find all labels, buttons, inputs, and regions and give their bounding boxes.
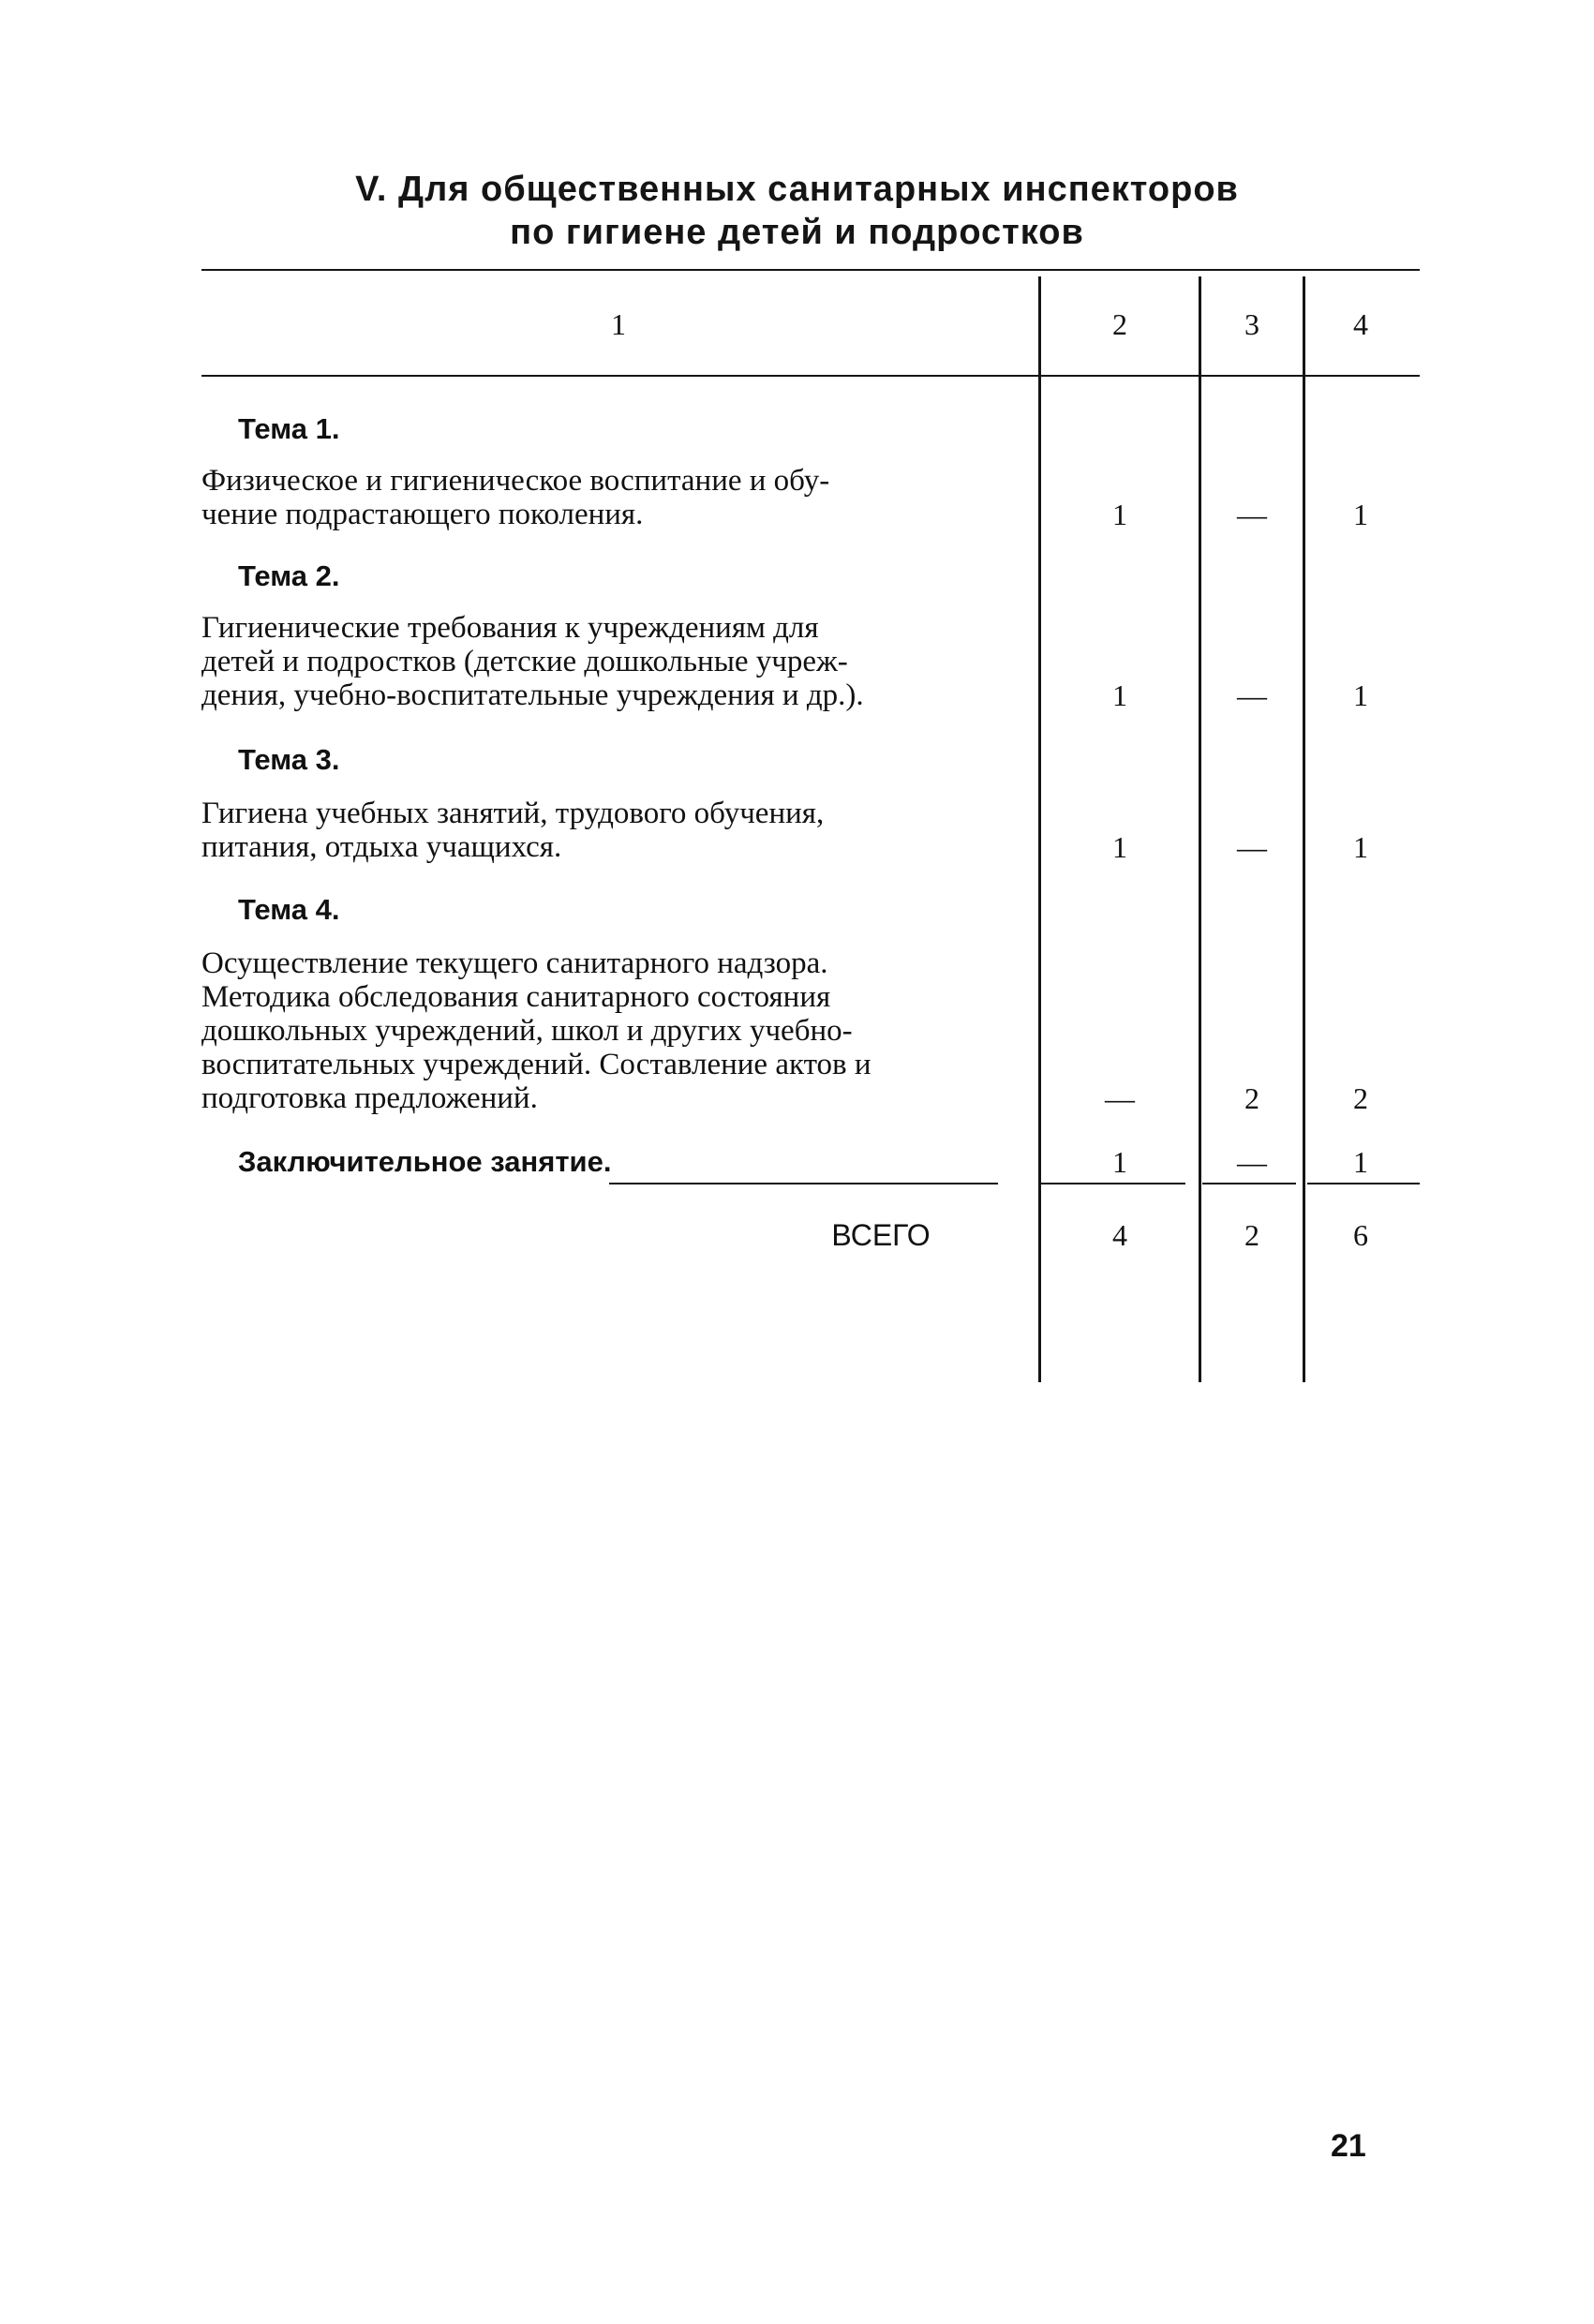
topic-4-label: Тема 4.	[238, 893, 340, 926]
section-title: V. Для общественных санитарных инспекторов	[355, 170, 1239, 209]
concluding-col3: —	[1237, 1145, 1267, 1179]
topic-1-col2: 1	[1112, 498, 1127, 531]
topic-4-description	[201, 946, 1007, 1115]
description-line: чение подрастающего поколения.	[201, 498, 644, 531]
total-label: ВСЕГО	[831, 1218, 931, 1252]
topic-4-col4: 2	[1353, 1081, 1368, 1115]
concluding-col2: 1	[1112, 1145, 1127, 1179]
description-line: подготовка предложений.	[201, 1081, 538, 1115]
column-divider-3	[1303, 276, 1305, 1382]
total-rule-3	[1202, 1183, 1296, 1184]
topic-1-description	[201, 464, 1007, 531]
topic-4-col3: 2	[1244, 1081, 1259, 1115]
description-line: Методика обследования санитарного состояния	[201, 980, 831, 1014]
table-header-rule	[201, 375, 1420, 377]
column-divider-1	[1038, 276, 1041, 1382]
description-line: питания, отдыха учащихся.	[201, 830, 562, 864]
topic-4-col2: —	[1105, 1081, 1135, 1115]
section-subtitle: по гигиене детей и подростков	[510, 213, 1084, 252]
description-line: Осуществление текущего санитарного надзора.	[201, 946, 828, 980]
column-header-2: 2	[1112, 307, 1127, 341]
column-header-3: 3	[1244, 307, 1259, 341]
total-col3: 2	[1244, 1218, 1259, 1252]
total-rule-1	[609, 1183, 998, 1184]
topic-1-col3: —	[1237, 498, 1267, 531]
table-top-rule	[201, 269, 1420, 271]
total-col2: 4	[1112, 1218, 1127, 1252]
total-rule-2	[1040, 1183, 1185, 1184]
total-rule-4	[1307, 1183, 1420, 1184]
column-header-1: 1	[611, 307, 626, 341]
topic-2-col3: —	[1237, 678, 1267, 712]
topic-3-col4: 1	[1353, 830, 1368, 864]
concluding-col4: 1	[1353, 1145, 1368, 1179]
description-line: дошкольных учреждений, школ и других учебно-	[201, 1014, 853, 1048]
topic-3-col2: 1	[1112, 830, 1127, 864]
description-line: дения, учебно-воспитательные учреждения и др.).	[201, 678, 864, 712]
column-divider-2	[1199, 276, 1201, 1382]
column-header-4: 4	[1353, 307, 1368, 341]
topic-2-description	[201, 611, 1007, 712]
description-line: воспитательных учреждений. Составление актов и	[201, 1048, 871, 1081]
concluding-session-label: Заключительное занятие.	[238, 1145, 612, 1178]
description-line: детей и подростков (детские дошкольные учреж-	[201, 645, 848, 678]
page-number: 21	[1331, 2128, 1366, 2164]
topic-2-label: Тема 2.	[238, 559, 340, 592]
description-line: Гигиена учебных занятий, трудового обучения,	[201, 797, 825, 830]
total-col4: 6	[1353, 1218, 1368, 1252]
topic-1-col4: 1	[1353, 498, 1368, 531]
description-line: Гигиенические требования к учреждениям для	[201, 611, 819, 645]
topic-2-col2: 1	[1112, 678, 1127, 712]
topic-1-label: Тема 1.	[238, 412, 340, 445]
topic-3-description	[201, 797, 1007, 864]
description-line: Физическое и гигиеническое воспитание и обу-	[201, 464, 830, 498]
topic-2-col4: 1	[1353, 678, 1368, 712]
topic-3-col3: —	[1237, 830, 1267, 864]
topic-3-label: Тема 3.	[238, 743, 340, 776]
